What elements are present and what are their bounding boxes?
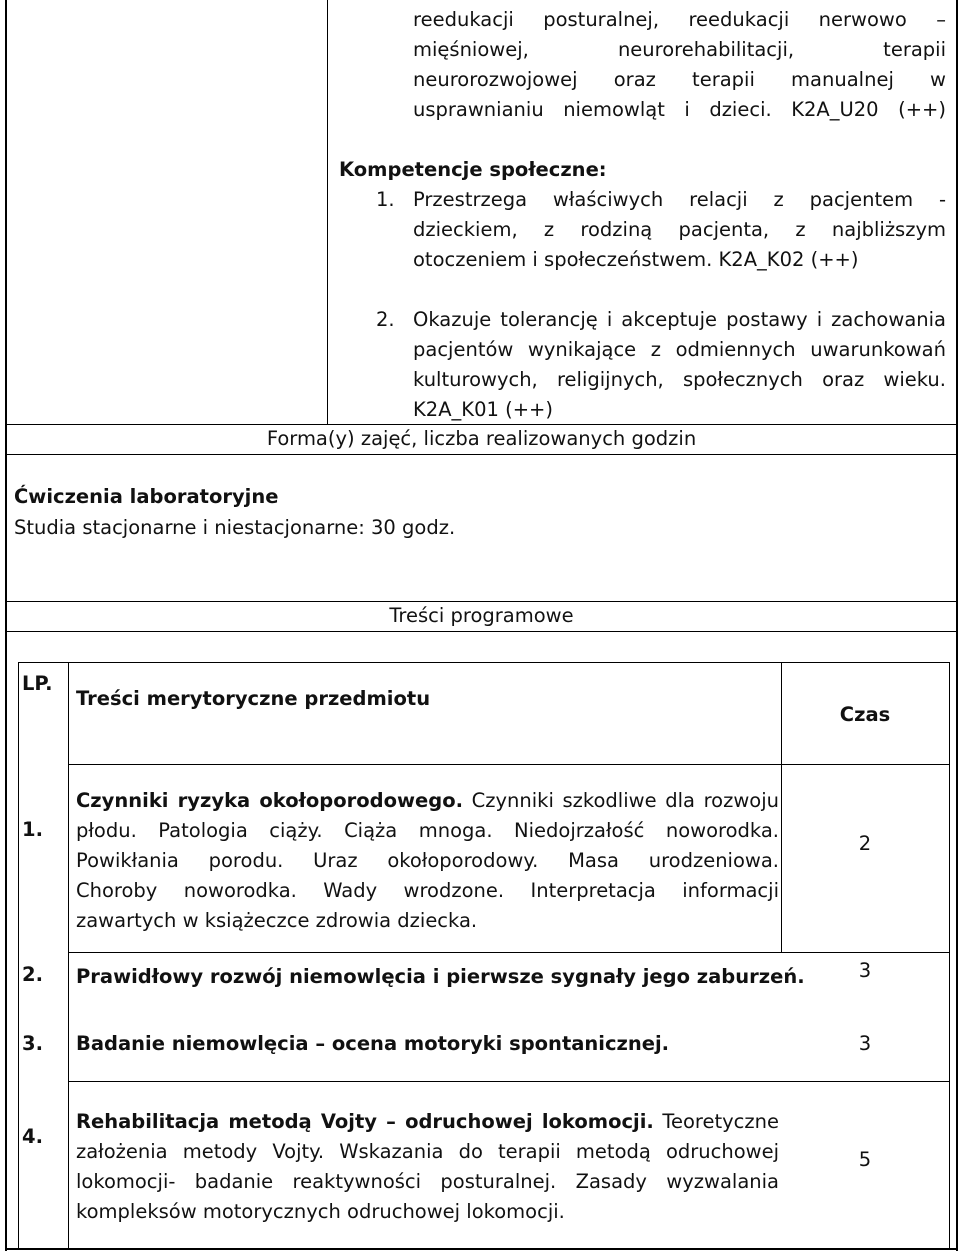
item-1-line: otoczeniem i społeczeństwem. K2A_K02 (++) [413, 248, 859, 271]
table-right [949, 662, 950, 1250]
skills-line: neurorozwojowej oraz terapii manualnej w [413, 68, 946, 91]
skills-line: mięśniowej, neurorehabilitacji, terapii [413, 38, 946, 61]
row-2-time: 3 [858, 959, 872, 982]
forms-header: Forma(y) zajęć, liczba realizowanych godzin [266, 427, 697, 450]
col-lp-header: LP. [22, 672, 53, 695]
row-1-line: Choroby noworodka. Wady wrodzone. Interpretacja informacji [76, 879, 779, 902]
skills-line: reedukacji posturalnej, reedukacji nerwowo – [413, 8, 946, 31]
table-row-3 [68, 1081, 949, 1082]
row-4-time: 5 [858, 1148, 872, 1171]
row-1-bold: Czynniki ryzyka okołoporodowego. [76, 789, 464, 812]
row-1-line [76, 786, 779, 816]
top-col-divider [327, 0, 328, 425]
item-1-line: dzieckiem, z rodziną pacjenta, z najbliższym [413, 218, 946, 241]
row-1-line: zawartych w książeczce zdrowia dziecka. [76, 909, 478, 932]
row-4-lp: 4. [22, 1125, 43, 1148]
forms-header-bottom [5, 454, 958, 455]
row-4-line [76, 1107, 779, 1137]
skills-tail [413, 5, 946, 125]
row-1-line: Powikłania porodu. Uraz okołoporodowy. Masa urodzeniowa. [76, 849, 779, 872]
social-competence-heading: Kompetencje społeczne: [339, 158, 607, 181]
content-header-bottom [5, 631, 958, 632]
item-2-line: K2A_K01 (++) [413, 398, 553, 421]
item-2-line: kulturowych, religijnych, społecznych oraz wieku. [413, 368, 946, 391]
row-1-time: 2 [858, 832, 872, 855]
row-4-line: założenia metody Vojty. Wskazania do terapii metodą odruchowej [76, 1140, 779, 1163]
item-1-text [413, 185, 946, 275]
row-4-content [76, 1107, 779, 1227]
item-2-text [413, 305, 946, 425]
forms-title: Ćwiczenia laboratoryjne [14, 485, 279, 508]
forms-hours: Studia stacjonarne i niestacjonarne: 30 godz. [14, 516, 456, 539]
col-content-header: Treści merytoryczne przedmiotu [76, 687, 431, 710]
item-2-line: Okazuje tolerancję i akceptuje postawy i zachowania [413, 308, 946, 331]
row-4-normal: Teoretyczne [653, 1110, 779, 1133]
row-1-lp: 1. [22, 818, 43, 841]
table-top [18, 662, 950, 663]
row-1-content [76, 786, 779, 936]
row-1-normal: Czynniki szkodliwe dla rozwoju [463, 789, 779, 812]
table-row-1 [68, 952, 949, 953]
row-2-content: Prawidłowy rozwój niemowlęcia i pierwsze sygnały jego zaburzeń. [76, 965, 805, 988]
frame-bottom [5, 1248, 958, 1250]
item-2-number: 2. [376, 308, 395, 331]
item-2-line: pacjentów wynikające z odmiennych uwarunkowań [413, 338, 946, 361]
row-4-line: kompleksów motorycznych odruchowej lokomocji. [76, 1200, 565, 1223]
row-3-lp: 3. [22, 1032, 43, 1055]
table-row-head [68, 764, 949, 765]
row-4-line: lokomocji- badanie reaktywności posturalnej. Zasady wyzwalania [76, 1170, 779, 1193]
item-1-line: Przestrzega właściwych relacji z pacjentem - [413, 188, 946, 211]
row-1-line: płodu. Patologia ciąży. Ciąża mnoga. Niedojrzałość noworodka. [76, 819, 779, 842]
table-col-lp [68, 662, 69, 1250]
row-3-time: 3 [858, 1032, 872, 1055]
table-left [18, 662, 19, 1250]
item-1-number: 1. [376, 188, 395, 211]
col-time-header: Czas [839, 703, 891, 726]
row-4-bold: Rehabilitacja metodą Vojty – odruchowej lokomocji. [76, 1110, 654, 1133]
row-2-lp: 2. [22, 963, 43, 986]
row-3-content: Badanie niemowlęcia – ocena motoryki spontanicznej. [76, 1032, 670, 1055]
content-header: Treści programowe [389, 604, 574, 627]
skills-line: usprawnianiu niemowląt i dzieci. K2A_U20 (++) [413, 98, 946, 121]
